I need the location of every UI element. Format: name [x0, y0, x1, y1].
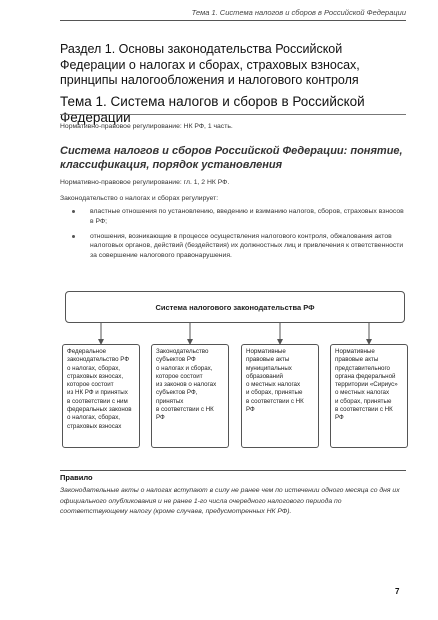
diagram-regional-box: Законодательство субъектов РФ о налогах и сборах, которое состоит из законов о налогах субъектов РФ, принятых в соответствии с НК РФ	[151, 344, 229, 448]
page-number: 7	[395, 587, 400, 596]
bullet-text: властные отношения по установлению, введению и взиманию налогов, сборов, страховых взносов в РФ;	[90, 208, 404, 225]
topic-title: Тема 1. Система налогов и сборов в Российской Федерации	[60, 94, 365, 125]
bullet-icon	[72, 235, 75, 238]
subsection-heading: Система налогов и сборов Российской Федерации: понятие, классификация, порядок установления	[60, 145, 403, 171]
rule-heading: Правило	[60, 470, 406, 482]
diagram-sirius-box: Нормативные правовые акты представительного органа федеральной территории «Сириус» о местных налогах и сборах, принятые в соответствии с НК РФ	[330, 344, 408, 448]
regulation-bullet-list	[60, 207, 406, 266]
bullet-item	[60, 207, 406, 227]
subsection-intro: Законодательство о налогах и сборах регулирует:	[60, 195, 219, 202]
topic-regulation: Нормативно-правовое регулирование: НК РФ, 1 часть.	[60, 123, 233, 130]
section-title: Раздел 1. Основы законодательства Российской Федерации о налогах и сборах, страховых взносах, принципы налогообложения и налогового контроля	[60, 42, 360, 87]
diagram-federal-box: Федеральное законодательство РФ о налогах, сборах, страховых взносах, которое состоит из НК РФ и принятых в соответствии с ним федеральных законов о налогах, сборах, страховых взносах	[62, 344, 140, 448]
diagram-root-box: Система налогового законодательства РФ	[65, 291, 405, 323]
header-divider	[60, 20, 406, 21]
subsection-regulation: Нормативно-правовое регулирование: гл. 1, 2 НК РФ.	[60, 179, 230, 186]
bullet-icon	[72, 210, 75, 213]
topic-divider	[60, 114, 406, 115]
diagram-municipal-box: Нормативные правовые акты муниципальных образований о местных налогах и сборах, принятые в соответствии с НК РФ	[241, 344, 319, 448]
rule-text: Законодательные акты о налогах вступают в силу не ранее чем по истечении одного месяца со дня их официального опубликования и не ранее 1-го числа очередного налогового периода по соответствующему налогу (кроме случаев, предусмотренных НК РФ).	[60, 487, 400, 515]
running-header: Тема 1. Система налогов и сборов в Российской Федерации	[191, 8, 406, 17]
bullet-text: отношения, возникающие в процессе осуществления налогового контроля, обжалования актов налоговых органов, действий (бездействия) их должностных лиц и привлечения к ответственности за совершение налогового правонарушения.	[90, 232, 404, 260]
bullet-item	[60, 232, 406, 261]
